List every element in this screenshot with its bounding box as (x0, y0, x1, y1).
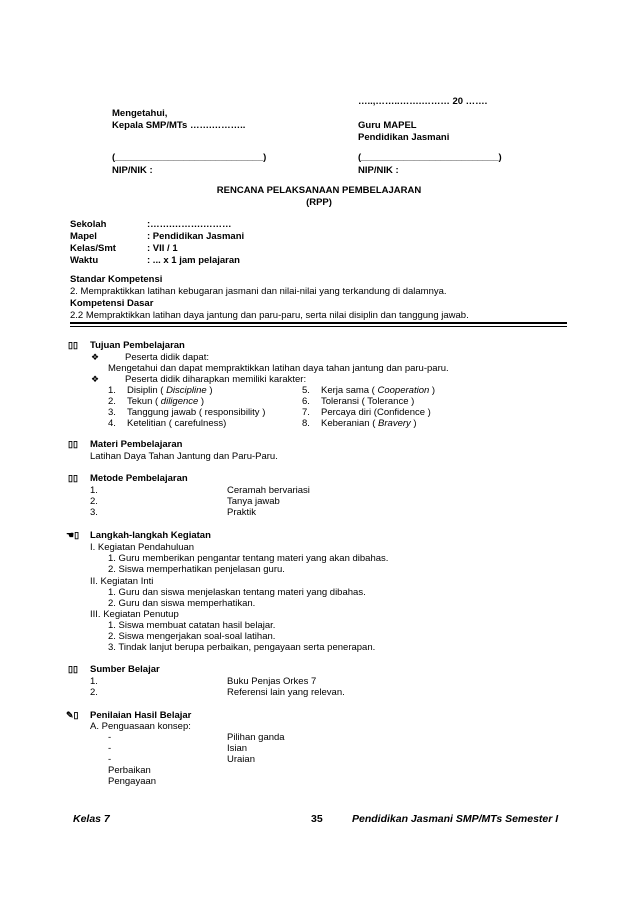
character-item: Keberanian ( Bravery ) (321, 418, 417, 429)
kegiatan-step: 1. Siswa membuat catatan hasil belajar. (108, 620, 276, 631)
left-nip: NIP/NIK : (112, 165, 153, 176)
info-label: Mapel (70, 231, 97, 242)
right-nip: NIP/NIK : (358, 165, 399, 176)
character-num: 6. (302, 396, 310, 407)
page-number: 35 (311, 813, 323, 825)
tujuan-bullet-1-text: Mengetahui dan dapat mempraktikkan latihan daya tahan jantung dan paru-paru. (108, 363, 449, 374)
info-label: Waktu (70, 255, 99, 266)
character-num: 3. (108, 407, 116, 418)
metode-num: 3. (90, 507, 98, 518)
left-label-2: Kepala SMP/MTs …….……….. (112, 120, 246, 131)
character-num: 7. (302, 407, 310, 418)
tujuan-bullet-2: Peserta didik diharapkan memiliki karakter: (125, 374, 307, 385)
section-bullet-icon: ▯▯ (68, 664, 78, 674)
penilaian-dash: - (108, 732, 112, 743)
info-label: Sekolah (70, 219, 107, 230)
tujuan-heading: Tujuan Pembelajaran (90, 340, 185, 351)
character-item: Ketelitian ( carefulness) (127, 418, 227, 429)
tujuan-bullet-1: Peserta didik dapat: (125, 352, 209, 363)
info-value: : Pendidikan Jasmani (147, 231, 245, 242)
kegiatan-step: 2. Siswa mengerjakan soal-soal latihan. (108, 631, 276, 642)
info-value: : ... x 1 jam pelajaran (147, 255, 240, 266)
kompetensi-heading: Kompetensi Dasar (70, 298, 154, 309)
metode-heading: Metode Pembelajaran (90, 473, 188, 484)
metode-item: Tanya jawab (227, 496, 280, 507)
penilaian-item: Isian (227, 743, 248, 754)
pengayaan-label: Pengayaan (108, 776, 157, 787)
sumber-num: 2. (90, 687, 98, 698)
sumber-heading: Sumber Belajar (90, 664, 160, 675)
character-item: Toleransi ( Tolerance ) (321, 396, 415, 407)
character-item: Kerja sama ( Cooperation ) (321, 385, 436, 396)
penilaian-dash: - (108, 754, 112, 765)
penilaian-heading: Penilaian Hasil Belajar (90, 710, 192, 721)
kegiatan-step: 1. Guru memberikan pengantar tentang materi yang akan dibahas. (108, 553, 389, 564)
footer-subject: Pendidikan Jasmani SMP/MTs Semester I (352, 813, 559, 825)
kegiatan-penutup: III. Kegiatan Penutup (90, 609, 179, 620)
standar-heading: Standar Kompetensi (70, 274, 163, 285)
character-item: Disiplin ( Discipline ) (127, 385, 213, 396)
character-item: Tekun ( diligence ) (127, 396, 205, 407)
diamond-bullet-icon: ❖ (91, 352, 100, 362)
penilaian-item: Pilihan ganda (227, 732, 285, 743)
info-value: : VII / 1 (147, 243, 178, 254)
character-item: Tanggung jawab ( responsibility ) (127, 407, 266, 418)
left-signature-line: (____________________________) (112, 152, 267, 163)
kompetensi-text: 2.2 Mempraktikkan latihan daya jantung dan paru-paru, serta nilai disiplin dan tanggung jawab. (70, 310, 469, 321)
materi-text: Latihan Daya Tahan Jantung dan Paru-Paru. (90, 451, 278, 462)
character-num: 2. (108, 396, 116, 407)
standar-text: 2. Mempraktikkan latihan kebugaran jasmani dan nilai-nilai yang terkandung di dalamnya. (70, 286, 447, 297)
kegiatan-step: 1. Guru dan siswa menjelaskan tentang materi yang dibahas. (108, 587, 366, 598)
metode-item: Ceramah bervariasi (227, 485, 310, 496)
kegiatan-inti: II. Kegiatan Inti (90, 576, 154, 587)
info-value: :…….……….……… (147, 219, 232, 230)
sumber-item: Buku Penjas Orkes 7 (227, 676, 317, 687)
character-num: 8. (302, 418, 310, 429)
penilaian-item: Uraian (227, 754, 255, 765)
langkah-heading: Langkah-langkah Kegiatan (90, 530, 211, 541)
date-line: …..,……..…….……… 20 ……. (358, 96, 488, 107)
document-subtitle: (RPP) (306, 197, 332, 208)
sumber-num: 1. (90, 676, 98, 687)
sumber-item: Referensi lain yang relevan. (227, 687, 345, 698)
kegiatan-step: 2. Guru dan siswa memperhatikan. (108, 598, 256, 609)
left-label-1: Mengetahui, (112, 108, 168, 119)
divider-thin (70, 326, 567, 327)
footer-class: Kelas 7 (73, 813, 110, 825)
character-num: 4. (108, 418, 116, 429)
penguasaan-konsep: A. Penguasaan konsep: (90, 721, 191, 732)
character-num: 5. (302, 385, 310, 396)
character-item: Percaya diri (Confidence ) (321, 407, 431, 418)
kegiatan-pendahuluan: I. Kegiatan Pendahuluan (90, 542, 195, 553)
right-signature-line: (__________________________) (358, 152, 502, 163)
section-bullet-icon: ▯▯ (68, 439, 78, 449)
perbaikan-label: Perbaikan (108, 765, 151, 776)
section-bullet-icon: ▯▯ (68, 340, 78, 350)
metode-num: 2. (90, 496, 98, 507)
kegiatan-step: 3. Tindak lanjut berupa perbaikan, pengayaan serta penerapan. (108, 642, 376, 653)
penilaian-dash: - (108, 743, 112, 754)
metode-num: 1. (90, 485, 98, 496)
kegiatan-step: 2. Siswa memperhatikan penjelasan guru. (108, 564, 285, 575)
right-label-2: Pendidikan Jasmani (358, 132, 450, 143)
materi-heading: Materi Pembelajaran (90, 439, 183, 450)
document-title: RENCANA PELAKSANAAN PEMBELAJARAN (216, 185, 422, 196)
right-label-1: Guru MAPEL (358, 120, 417, 131)
character-num: 1. (108, 385, 116, 396)
pencil-icon: ✎▯ (66, 710, 79, 720)
section-bullet-icon: ▯▯ (68, 473, 78, 483)
diamond-bullet-icon: ❖ (91, 374, 100, 384)
divider-thick (70, 322, 567, 324)
info-label: Kelas/Smt (70, 243, 116, 254)
metode-item: Praktik (227, 507, 257, 518)
pointing-hand-icon: ☚▯ (66, 530, 80, 540)
